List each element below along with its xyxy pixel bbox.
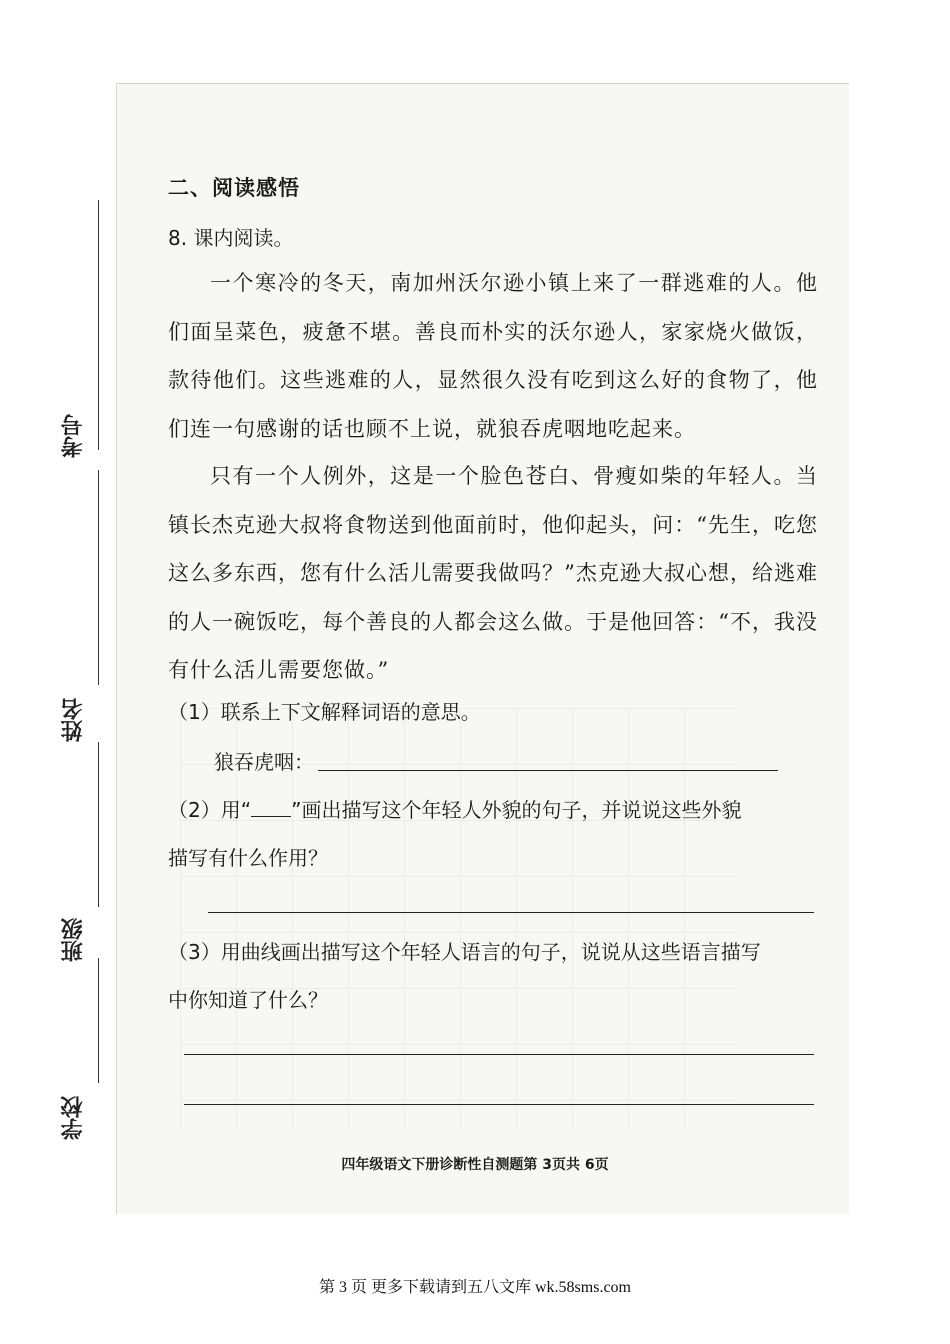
- exam-number-line: [98, 200, 99, 450]
- name-label: 姓名: [61, 698, 86, 742]
- underline-sample: [251, 800, 291, 817]
- exam-number-label: 考号: [61, 414, 86, 458]
- question-1-term: 狼吞虎咽：: [214, 750, 314, 774]
- question-3-line-2: 中你知道了什么？: [168, 988, 328, 1012]
- download-note: 第 3 页 更多下载请到五八文库 wk.58sms.com: [318, 1279, 631, 1296]
- question-1: （1）联系上下文解释词语的意思。: [168, 700, 481, 724]
- question-3-line-1: （3）用曲线画出描写这个年轻人语言的句子，说说从这些语言描写: [168, 940, 761, 964]
- passage-paragraph-1: 一个寒冷的冬天，南加州沃尔逊小镇上来了一群逃难的人。他们面呈菜色，疲惫不堪。善良而朴实的沃尔逊人，家家烧火做饭，款待他们。这些逃难的人，显然很久没有吃到这么好的食物了，他们连一句感谢的话也顾不上说，就狼吞虎咽地吃起来。: [168, 271, 818, 441]
- question-2: [168, 786, 818, 834]
- school-label: 学校: [61, 1096, 86, 1140]
- page-footer: 四年级语文下册诊断性自测题第 3页共 6页: [341, 1157, 609, 1173]
- class-label: 班级: [61, 918, 86, 962]
- question-2-prefix: （2）用“: [168, 798, 252, 822]
- answer-line-q3-b[interactable]: [184, 1104, 814, 1105]
- section-title: 二、阅读感悟: [168, 176, 300, 200]
- answer-line-q1[interactable]: [318, 770, 778, 771]
- question-2-suffix: ”画出描写这个年轻人外貌的句子，并说说这些外貌: [291, 798, 742, 822]
- item-title: 8. 课内阅读。: [168, 226, 294, 250]
- school-line: [98, 958, 99, 1083]
- class-line: [98, 742, 99, 907]
- question-2-line-2: 描写有什么作用？: [168, 846, 328, 870]
- name-line: [98, 470, 99, 685]
- answer-line-q3-a[interactable]: [184, 1054, 814, 1055]
- passage-paragraph-2: 只有一个人例外，这是一个脸色苍白、骨瘦如柴的年轻人。当镇长杰克逊大叔将食物送到他面前时，他仰起头，问：“先生，吃您这么多东西，您有什么活儿需要我做吗？”杰克逊大叔心想，给逃难的人一碗饭吃，每个善良的人都会这么做。于是他回答：“不，我没有什么活儿需要您做。”: [168, 464, 818, 682]
- answer-line-q2[interactable]: [208, 912, 814, 913]
